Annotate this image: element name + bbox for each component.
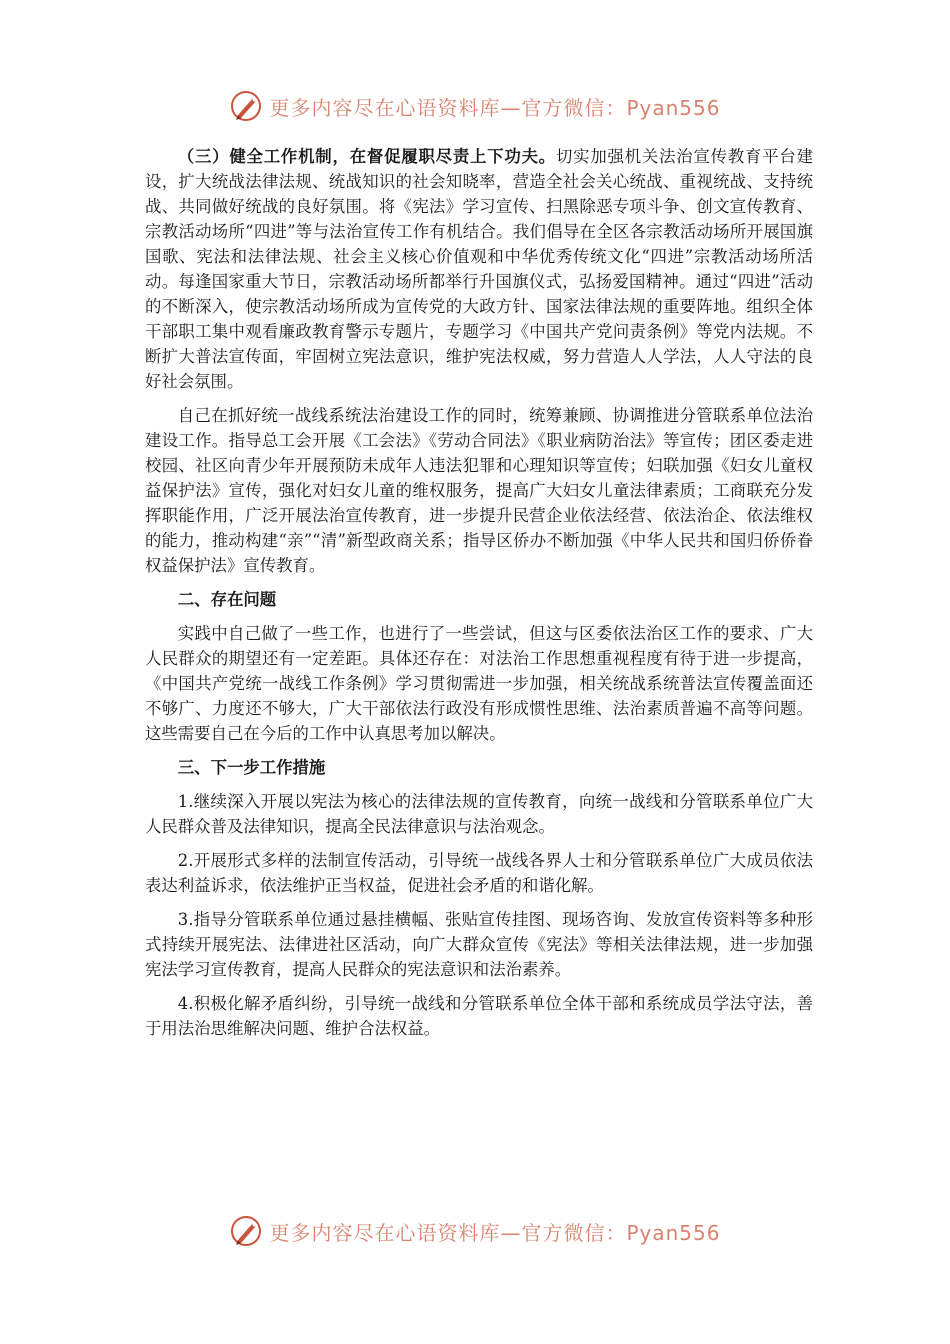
- paragraph-work-mechanism: [145, 144, 813, 394]
- section-heading-problems: 二、存在问题: [177, 590, 277, 609]
- pen-logo-icon: [229, 1214, 263, 1248]
- watermark-text: 更多内容尽在心语资料库—官方微信：Pyan556: [269, 1220, 721, 1245]
- watermark-text: 更多内容尽在心语资料库—官方微信：Pyan556: [269, 95, 721, 120]
- list-item: 1.继续深入开展以宪法为核心的法律法规的宣传教育，向统一战线和分管联系单位广大人民群众普及法律知识，提高全民法律意识与法治观念。: [145, 792, 813, 836]
- section-heading-next-steps: 三、下一步工作措施: [177, 758, 326, 777]
- list-item: 2.开展形式多样的法制宣传活动，引导统一战线各界人士和分管联系单位广大成员依法表达利益诉求，依法维护正当权益，促进社会矛盾的和谐化解。: [145, 851, 813, 895]
- list-item: 4.积极化解矛盾纠纷，引导统一战线和分管联系单位全体干部和系统成员学法守法，善于用法治思维解决问题、维护合法权益。: [145, 994, 813, 1038]
- list-item: 3.指导分管联系单位通过悬挂横幅、张贴宣传挂图、现场咨询、发放宣传资料等多种形式持续开展宪法、法律进社区活动，向广大群众宣传《宪法》等相关法律法规，进一步加强宪法学习宣传教育，提高人民群众的宪法意识和法治素养。: [145, 910, 813, 979]
- header-watermark-banner: [0, 86, 950, 126]
- paragraph-text: 切实加强机关法治宣传教育平台建设，扩大统战法律法规、统战知识的社会知晓率，营造全社会关心统战、重视统战、支持统战、共同做好统战的良好氛围。将《宪法》学习宣传、扫黑除恶专项斗争、创文宣传教育、宗教活动场所“四进”等与法治宣传工作有机结合。我们倡导在全区各宗教活动场所开展国旗国歌、宪法和法律法规、社会主义核心价值观和中华优秀传统文化“四进”宗教活动场所活动。每逢国家重大节日，宗教活动场所都举行升国旗仪式，弘扬爱国精神。通过“四进”活动的不断深入，使宗教活动场所成为宣传党的大政方针、国家法律法规的重要阵地。组织全体干部职工集中观看廉政教育警示专题片，专题学习《中国共产党问责条例》等党内法规。不断扩大普法宣传面，牢固树立宪法意识，维护宪法权威，努力营造人人学法，人人守法的良好社会氛围。: [145, 147, 814, 391]
- paragraph-problems: 实践中自己做了一些工作，也进行了一些尝试，但这与区委依法治区工作的要求、广大人民群众的期望还有一定差距。具体还存在：对法治工作思想重视程度有待于进一步提高，《中国共产党统一战线工作条例》学习贯彻需进一步加强，相关统战系统普法宣传覆盖面还不够广、力度还不够大，广大干部依法行政没有形成惯性思维、法治素质普遍不高等问题。这些需要自己在今后的工作中认真思考加以解决。: [145, 624, 813, 743]
- paragraph-unit-coordination: 自己在抓好统一战线系统法治建设工作的同时，统筹兼顾、协调推进分管联系单位法治建设工作。指导总工会开展《工会法》《劳动合同法》《职业病防治法》等宣传；团区委走进校园、社区向青少年开展预防未成年人违法犯罪和心理知识等宣传；妇联加强《妇女儿童权益保护法》宣传，强化对妇女儿童的维权服务，提高广大妇女儿童法律素质；工商联充分发挥职能作用，广泛开展法治宣传教育，进一步提升民营企业依法经营、依法治企、依法维权的能力，推动构建“亲”“清”新型政商关系；指导区侨办不断加强《中华人民共和国归侨侨眷权益保护法》宣传教育。: [145, 406, 813, 575]
- paragraph-lead: （三）健全工作机制，在督促履职尽责上下功夫。: [177, 147, 556, 166]
- footer-watermark-banner: [0, 1211, 950, 1251]
- pen-logo-icon: [229, 89, 263, 123]
- document-body: [145, 144, 813, 1050]
